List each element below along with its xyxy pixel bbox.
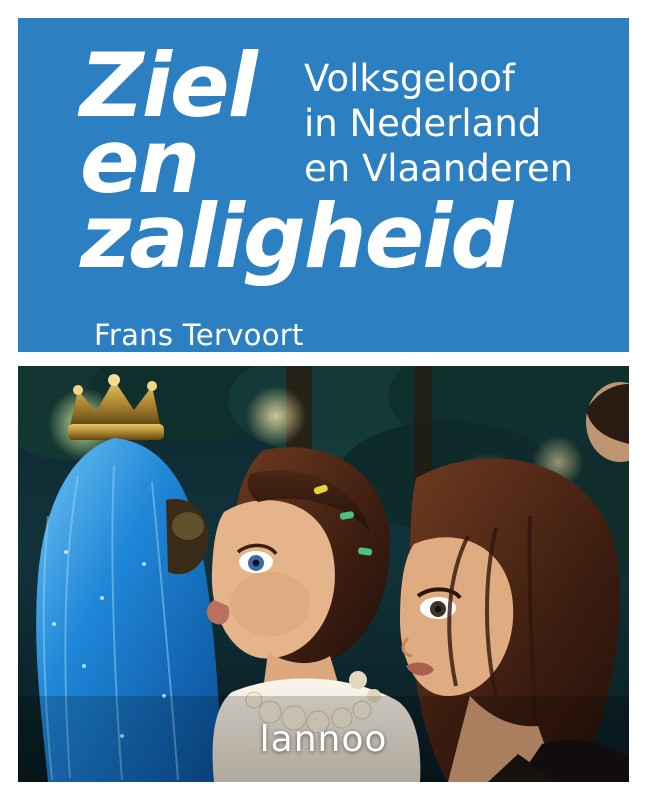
title-line-2: en <box>80 109 199 213</box>
title-line-3: zaligheid <box>80 185 512 289</box>
cover-photograph <box>18 366 629 782</box>
subtitle-line-2: in Nederland <box>304 102 542 146</box>
subtitle-line-1: Volksgeloof <box>304 57 515 100</box>
author-name: Frans Tervoort <box>94 318 304 352</box>
publisher-logo: lannoo <box>259 719 388 760</box>
book-subtitle <box>304 56 624 191</box>
subtitle-line-3: en Vlaanderen <box>304 147 574 191</box>
title-line-1: Ziel <box>80 34 256 137</box>
title-panel <box>18 18 629 352</box>
